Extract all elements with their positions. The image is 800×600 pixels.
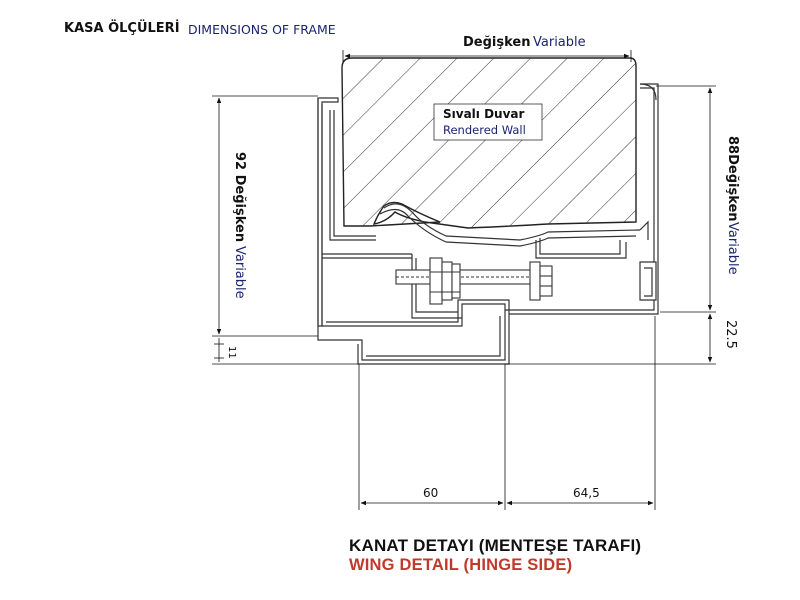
dim-left-small-value: 11 [226,346,237,359]
dim-right-small [506,314,738,364]
bolt-assembly [396,258,552,304]
dim-right-small-value: 22.5 [723,320,738,349]
header-title-en: DIMENSIONS OF FRAME [188,22,336,37]
rendered-wall [342,58,636,228]
wall-label-en: Rendered Wall [443,123,526,137]
dim-left-en: Variable [232,246,247,299]
wall-label-tr: Sıvalı Duvar [443,107,525,121]
dim-left-tr: 92 Değişken [232,152,247,243]
dim-bottom [359,316,655,510]
header-title-tr: KASA ÖLÇÜLERİ [64,21,180,36]
caption-title-en: WING DETAIL (HINGE SIDE) [349,556,573,574]
dim-bottom-left-value: 60 [423,486,439,500]
dim-left-small [212,338,358,364]
dim-right [656,86,740,312]
dim-left [212,96,318,336]
dim-top-en: Variable [533,35,586,50]
dim-right-tr: 88Değişken [725,136,740,222]
dim-top-tr: Değişken [463,35,531,50]
wall-label-box [434,104,542,140]
dim-bottom-right-value: 64,5 [573,486,600,500]
dim-right-en: Variable [725,222,740,275]
caption-title-tr: KANAT DETAYI (MENTEŞE TARAFI) [349,536,642,555]
